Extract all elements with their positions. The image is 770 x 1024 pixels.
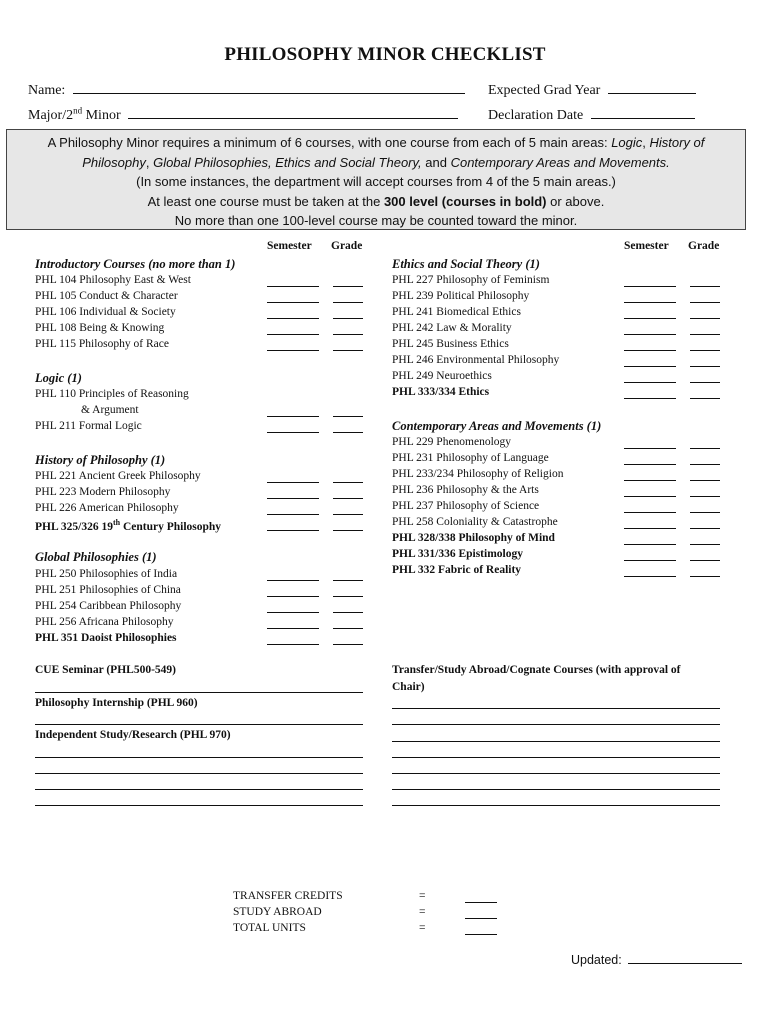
- semester-blank[interactable]: [624, 286, 676, 287]
- requirements-notice: A Philosophy Minor requires a minimum of 6 courses, with one course from each of 5 main areas: Logic, History of Philosophy, Global Philosophies, Ethics and Social Theory, and Contemporary Areas and Movements. (In some instances, the department will accept courses from 4 of the 5 main areas.) At least one course must be taken at the 300 level (courses in bold) or above. No more than one 100-level course may be counted toward the minor.: [6, 129, 746, 230]
- grade-blank[interactable]: [333, 318, 363, 319]
- semester-blank[interactable]: [624, 302, 676, 303]
- grade-blank[interactable]: [690, 350, 720, 351]
- semester-header-right: Semester: [624, 240, 669, 252]
- semester-blank[interactable]: [624, 576, 676, 577]
- course-row: PHL 105 Conduct & Character: [35, 290, 178, 302]
- transfer-line[interactable]: [392, 724, 720, 725]
- section-ethics: Ethics and Social Theory (1): [392, 257, 540, 271]
- section-history: History of Philosophy (1): [35, 453, 166, 467]
- semester-blank[interactable]: [267, 416, 319, 417]
- grade-blank[interactable]: [690, 528, 720, 529]
- section-logic: Logic (1): [35, 371, 82, 385]
- course-row: PHL 258 Coloniality & Catastrophe: [392, 516, 558, 528]
- semester-blank[interactable]: [267, 596, 319, 597]
- name-label: Name:: [28, 83, 66, 98]
- course-row: PHL 108 Being & Knowing: [35, 322, 165, 334]
- grade-blank[interactable]: [690, 464, 720, 465]
- course-row: PHL 115 Philosophy of Race: [35, 338, 169, 350]
- semester-blank[interactable]: [267, 612, 319, 613]
- grade-blank[interactable]: [333, 498, 363, 499]
- grade-blank[interactable]: [690, 560, 720, 561]
- grade-blank[interactable]: [333, 482, 363, 483]
- grade-blank[interactable]: [333, 350, 363, 351]
- semester-blank[interactable]: [624, 464, 676, 465]
- semester-blank[interactable]: [267, 432, 319, 433]
- transfer-credits-blank[interactable]: [465, 902, 497, 903]
- semester-blank[interactable]: [267, 644, 319, 645]
- independent-study-line[interactable]: [35, 805, 363, 806]
- course-row: PHL 104 Philosophy East & West: [35, 274, 191, 286]
- grade-blank[interactable]: [333, 596, 363, 597]
- grade-blank[interactable]: [333, 530, 363, 531]
- grade-blank[interactable]: [690, 448, 720, 449]
- semester-blank[interactable]: [624, 334, 676, 335]
- grade-blank[interactable]: [333, 514, 363, 515]
- course-row: PHL 256 Africana Philosophy: [35, 616, 174, 628]
- grad-year-label: Expected Grad Year: [488, 83, 601, 98]
- updated-label: Updated:: [571, 953, 622, 967]
- cue-seminar-label: CUE Seminar (PHL500-549): [35, 664, 176, 676]
- course-row: PHL 241 Biomedical Ethics: [392, 306, 521, 318]
- course-row: PHL 233/234 Philosophy of Religion: [392, 468, 564, 480]
- grade-blank[interactable]: [690, 480, 720, 481]
- transfer-credits-label: TRANSFER CREDITS: [233, 890, 343, 902]
- grade-blank[interactable]: [690, 302, 720, 303]
- grade-blank[interactable]: [690, 496, 720, 497]
- internship-line[interactable]: [35, 724, 363, 725]
- semester-blank[interactable]: [624, 448, 676, 449]
- grade-blank[interactable]: [333, 580, 363, 581]
- transfer-line[interactable]: [392, 789, 720, 790]
- course-row: PHL 229 Phenomenology: [392, 436, 512, 448]
- grade-blank[interactable]: [690, 334, 720, 335]
- grade-blank[interactable]: [333, 286, 363, 287]
- section-global: Global Philosophies (1): [35, 550, 157, 564]
- declaration-label: Declaration Date: [488, 108, 584, 123]
- transfer-line[interactable]: [392, 757, 720, 758]
- course-row-continued: & Argument: [81, 404, 139, 416]
- transfer-courses-label: Transfer/Study Abroad/Cognate Courses (with approval of: [392, 664, 681, 676]
- semester-blank[interactable]: [624, 382, 676, 383]
- semester-blank[interactable]: [624, 560, 676, 561]
- semester-blank[interactable]: [267, 482, 319, 483]
- transfer-courses-label-cont: Chair): [392, 681, 425, 693]
- section-intro: Introductory Courses (no more than 1): [35, 257, 236, 271]
- grade-blank[interactable]: [690, 382, 720, 383]
- independent-study-line[interactable]: [35, 773, 363, 774]
- grade-blank[interactable]: [333, 334, 363, 335]
- grade-blank[interactable]: [333, 416, 363, 417]
- semester-blank[interactable]: [267, 318, 319, 319]
- semester-header-left: Semester: [267, 240, 312, 252]
- grade-blank[interactable]: [690, 512, 720, 513]
- semester-blank[interactable]: [267, 580, 319, 581]
- independent-study-line[interactable]: [35, 757, 363, 758]
- grade-blank[interactable]: [690, 544, 720, 545]
- course-row: PHL 250 Philosophies of India: [35, 568, 178, 580]
- course-row: PHL 239 Political Philosophy: [392, 290, 530, 302]
- semester-blank[interactable]: [624, 366, 676, 367]
- grade-blank[interactable]: [333, 302, 363, 303]
- course-row: PHL 331/336 Epistimology: [392, 548, 523, 560]
- course-row: PHL 236 Philosophy & the Arts: [392, 484, 539, 496]
- course-row: PHL 246 Environmental Philosophy: [392, 354, 560, 366]
- total-units-label: TOTAL UNITS: [233, 922, 306, 934]
- course-row: PHL 242 Law & Morality: [392, 322, 512, 334]
- grade-blank[interactable]: [690, 398, 720, 399]
- course-row: PHL 237 Philosophy of Science: [392, 500, 540, 512]
- course-row: PHL 223 Modern Philosophy: [35, 486, 171, 498]
- declaration-field[interactable]: [591, 105, 695, 119]
- course-row: PHL 110 Principles of Reasoning: [35, 388, 189, 400]
- semester-blank[interactable]: [624, 318, 676, 319]
- name-field[interactable]: [73, 80, 465, 94]
- grade-blank[interactable]: [333, 628, 363, 629]
- page-title: PHILOSOPHY MINOR CHECKLIST: [224, 44, 546, 65]
- grade-header-right: Grade: [688, 240, 720, 252]
- semester-blank[interactable]: [267, 286, 319, 287]
- semester-blank[interactable]: [267, 498, 319, 499]
- cue-seminar-line[interactable]: [35, 692, 363, 693]
- course-row: PHL 328/338 Philosophy of Mind: [392, 532, 555, 544]
- course-row: PHL 211 Formal Logic: [35, 420, 142, 432]
- course-row: PHL 325/326 19th Century Philosophy: [35, 518, 222, 533]
- semester-blank[interactable]: [624, 398, 676, 399]
- section-contemporary: Contemporary Areas and Movements (1): [392, 419, 602, 433]
- study-abroad-label: STUDY ABROAD: [233, 906, 322, 918]
- semester-blank[interactable]: [267, 628, 319, 629]
- grade-blank[interactable]: [333, 432, 363, 433]
- equals-sign: =: [419, 922, 426, 934]
- course-row: PHL 254 Caribbean Philosophy: [35, 600, 182, 612]
- semester-blank[interactable]: [267, 350, 319, 351]
- updated-row: [571, 951, 742, 967]
- course-row: PHL 332 Fabric of Reality: [392, 564, 522, 576]
- study-abroad-blank[interactable]: [465, 918, 497, 919]
- semester-blank[interactable]: [624, 528, 676, 529]
- semester-blank[interactable]: [267, 334, 319, 335]
- grade-blank[interactable]: [690, 366, 720, 367]
- semester-blank[interactable]: [267, 514, 319, 515]
- transfer-line[interactable]: [392, 805, 720, 806]
- major-label: Major/2nd Minor: [28, 105, 121, 123]
- course-row: PHL 226 American Philosophy: [35, 502, 179, 514]
- grade-blank[interactable]: [690, 576, 720, 577]
- transfer-line[interactable]: [392, 741, 720, 742]
- course-row: PHL 333/334 Ethics: [392, 386, 490, 398]
- transfer-line[interactable]: [392, 773, 720, 774]
- equals-sign: =: [419, 906, 426, 918]
- course-row: PHL 249 Neuroethics: [392, 370, 492, 382]
- semester-blank[interactable]: [624, 512, 676, 513]
- course-row: PHL 227 Philosophy of Feminism: [392, 274, 550, 286]
- course-row: PHL 106 Individual & Society: [35, 306, 176, 318]
- course-row: PHL 245 Business Ethics: [392, 338, 509, 350]
- major-field[interactable]: [128, 105, 458, 119]
- total-units-blank[interactable]: [465, 934, 497, 935]
- grade-blank[interactable]: [333, 644, 363, 645]
- semester-blank[interactable]: [624, 496, 676, 497]
- semester-blank[interactable]: [624, 480, 676, 481]
- updated-field[interactable]: [628, 951, 742, 964]
- course-row: PHL 251 Philosophies of China: [35, 584, 181, 596]
- transfer-line[interactable]: [392, 708, 720, 709]
- independent-study-label: Independent Study/Research (PHL 970): [35, 729, 231, 741]
- equals-sign: =: [419, 890, 426, 902]
- course-row: PHL 351 Daoist Philosophies: [35, 632, 177, 644]
- semester-blank[interactable]: [624, 350, 676, 351]
- grade-blank[interactable]: [690, 318, 720, 319]
- grade-header-left: Grade: [331, 240, 363, 252]
- semester-blank[interactable]: [624, 544, 676, 545]
- independent-study-line[interactable]: [35, 789, 363, 790]
- semester-blank[interactable]: [267, 530, 319, 531]
- semester-blank[interactable]: [267, 302, 319, 303]
- internship-label: Philosophy Internship (PHL 960): [35, 697, 198, 709]
- course-row: PHL 231 Philosophy of Language: [392, 452, 549, 464]
- grad-year-field[interactable]: [608, 80, 696, 94]
- grade-blank[interactable]: [690, 286, 720, 287]
- grade-blank[interactable]: [333, 612, 363, 613]
- course-row: PHL 221 Ancient Greek Philosophy: [35, 470, 201, 482]
